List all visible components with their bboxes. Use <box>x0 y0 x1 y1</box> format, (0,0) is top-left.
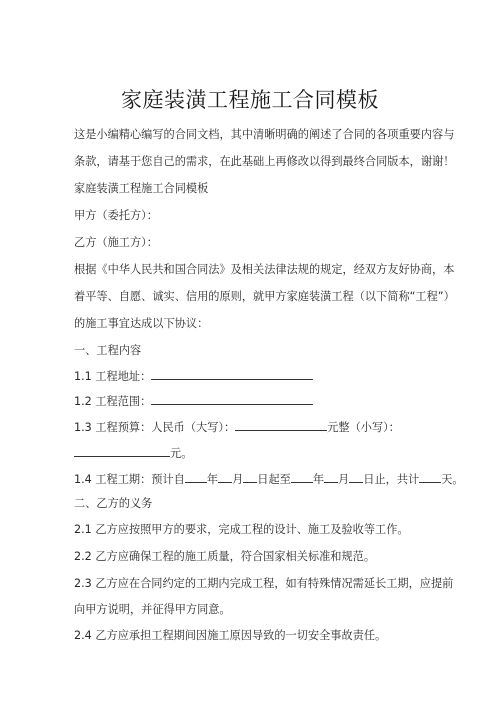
item-2-2: 2.2 乙方应确保工程的施工质量，符合国家相关标准和规范。 <box>74 550 376 563</box>
end-year-blank <box>291 471 313 483</box>
section-2-heading: 二、乙方的义务 <box>74 497 153 510</box>
intro-line-1: 这是小编精心编写的合同文档，其中清晰明确的阐述了合同的各项重要内容与 <box>74 128 455 141</box>
item-1-4-d: 日起至 <box>257 473 291 486</box>
address-blank <box>151 368 313 380</box>
preamble-line-3: 的施工事宜达成以下协议： <box>74 317 209 330</box>
item-1-3-mid: 元整（小写）： <box>327 421 400 434</box>
start-year-blank <box>185 471 207 483</box>
budget-upper-blank <box>235 419 327 431</box>
item-1-1-label: 1.1 工程地址： <box>74 370 152 383</box>
item-2-3-line-1: 2.3 乙方应在合同约定的工期内完成工程，如有特殊情况需延长工期，应提前 <box>74 577 454 590</box>
end-month-blank <box>324 471 338 483</box>
item-1-3-continued <box>74 445 192 461</box>
item-1-1 <box>74 368 313 384</box>
preamble-line-1: 根据《中华人民共和国合同法》及相关法律法规的规定，经双方友好协商，本 <box>74 263 455 276</box>
item-2-3-line-2: 向甲方说明，并征得甲方同意。 <box>74 603 231 616</box>
item-1-4-e: 年 <box>312 473 325 486</box>
party-a: 甲方（委托方）： <box>74 209 158 222</box>
item-1-4-h: 天。 <box>441 473 464 486</box>
item-1-4-c: 月 <box>232 473 244 486</box>
section-1-heading: 一、工程内容 <box>74 344 142 357</box>
start-month-blank <box>218 471 232 483</box>
end-day-blank <box>349 471 363 483</box>
item-1-2-label: 1.2 工程范围： <box>74 395 152 408</box>
item-1-4 <box>74 471 464 487</box>
item-1-3-label: 1.3 工程预算：人民币（大写）： <box>74 421 236 434</box>
item-1-2 <box>74 393 313 409</box>
intro-line-2: 条款，请基于您自己的需求，在此基础上再修改以得到最终合同版本，谢谢！ <box>74 155 455 168</box>
item-1-3 <box>74 419 400 435</box>
item-1-4-f: 月 <box>338 473 350 486</box>
item-1-4-a: 1.4 工程工期：预计自 <box>74 473 185 486</box>
party-b: 乙方（施工方）： <box>74 236 158 249</box>
preamble-line-2: 着平等、自愿、诚实、信用的原则，就甲方家庭装潢工程（以下简称“工程”） <box>74 290 455 303</box>
subtitle: 家庭装潢工程施工合同模板 <box>74 182 209 195</box>
item-2-1: 2.1 乙方应按照甲方的要求，完成工程的设计、施工及验收等工作。 <box>74 523 409 536</box>
item-1-4-b: 年 <box>206 473 219 486</box>
budget-lower-blank <box>74 445 170 457</box>
document-title: 家庭装潢工程施工合同模板 <box>121 88 379 112</box>
scope-blank <box>151 393 313 405</box>
item-1-3-end: 元。 <box>170 447 193 460</box>
start-day-blank <box>243 471 257 483</box>
item-2-4: 2.4 乙方应承担工程期间因施工原因导致的一切安全事故责任。 <box>74 629 387 642</box>
item-1-4-g: 日止，共计 <box>363 473 420 486</box>
total-days-blank <box>419 471 441 483</box>
